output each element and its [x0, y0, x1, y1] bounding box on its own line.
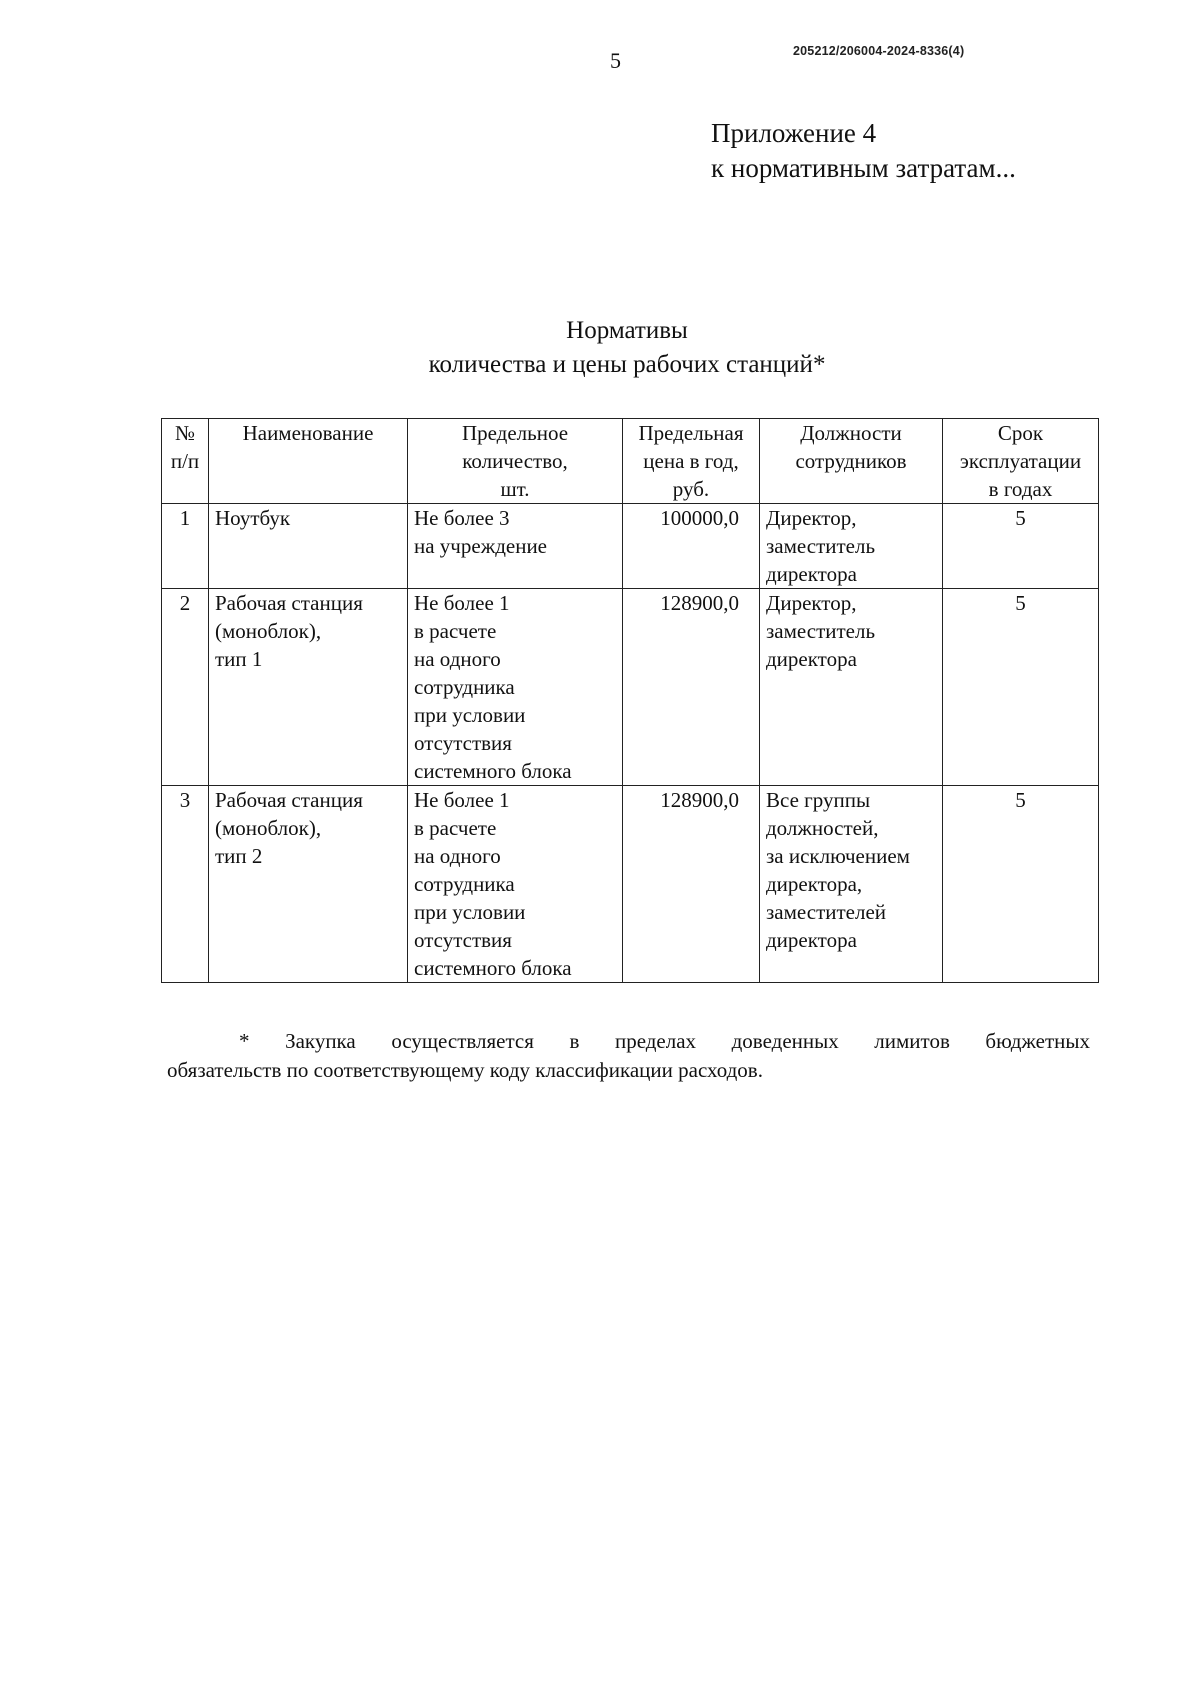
cell-term: 5	[943, 786, 1099, 983]
cell-num: 3	[162, 786, 209, 983]
cell-positions: Директор, заместитель директора	[760, 589, 943, 786]
header-positions: Должности сотрудников	[760, 419, 943, 504]
cell-name: Ноутбук	[209, 504, 408, 589]
cell-name: Рабочая станция (моноблок), тип 2	[209, 786, 408, 983]
cell-quantity: Не более 1 в расчете на одного сотрудника при условии отсутствия системного блока	[408, 786, 623, 983]
cell-price: 128900,0	[623, 786, 760, 983]
table-row	[162, 589, 1099, 786]
annex-line-2: к нормативным затратам...	[711, 153, 1016, 183]
document-title	[0, 314, 1200, 382]
cell-quantity: Не более 1 в расчете на одного сотрудника при условии отсутствия системного блока	[408, 589, 623, 786]
table-header-row	[162, 419, 1099, 504]
header-num: № п/п	[162, 419, 209, 504]
header-price: Предельная цена в год, руб.	[623, 419, 760, 504]
norms-table-container	[161, 418, 1099, 983]
header-name: Наименование	[209, 419, 408, 504]
cell-price: 100000,0	[623, 504, 760, 589]
title-line-2: количества и цены рабочих станций*	[428, 351, 826, 378]
annex-reference	[711, 116, 1016, 186]
norms-table	[161, 418, 1099, 983]
cell-num: 1	[162, 504, 209, 589]
document-id: 205212/206004-2024-8336(4)	[793, 44, 965, 58]
cell-price: 128900,0	[623, 589, 760, 786]
footnote-line-2: обязательств по соответствующему коду классификации расходов.	[167, 1058, 763, 1082]
cell-num: 2	[162, 589, 209, 786]
table-row	[162, 786, 1099, 983]
cell-quantity: Не более 3 на учреждение	[408, 504, 623, 589]
cell-positions: Директор, заместитель директора	[760, 504, 943, 589]
table-row	[162, 504, 1099, 589]
page-number: 5	[610, 48, 621, 73]
cell-term: 5	[943, 504, 1099, 589]
cell-term: 5	[943, 589, 1099, 786]
cell-positions: Все группы должностей, за исключением директора, заместителей директора	[760, 786, 943, 983]
cell-name: Рабочая станция (моноблок), тип 1	[209, 589, 408, 786]
header-quantity: Предельное количество, шт.	[408, 419, 623, 504]
annex-line-1: Приложение 4	[711, 118, 877, 148]
title-line-1: Нормативы	[566, 317, 688, 344]
footnote	[167, 1027, 1090, 1085]
footnote-line-1: * Закупка осуществляется в пределах доведенных лимитов бюджетных	[239, 1029, 1090, 1053]
header-term: Срок эксплуатации в годах	[943, 419, 1099, 504]
